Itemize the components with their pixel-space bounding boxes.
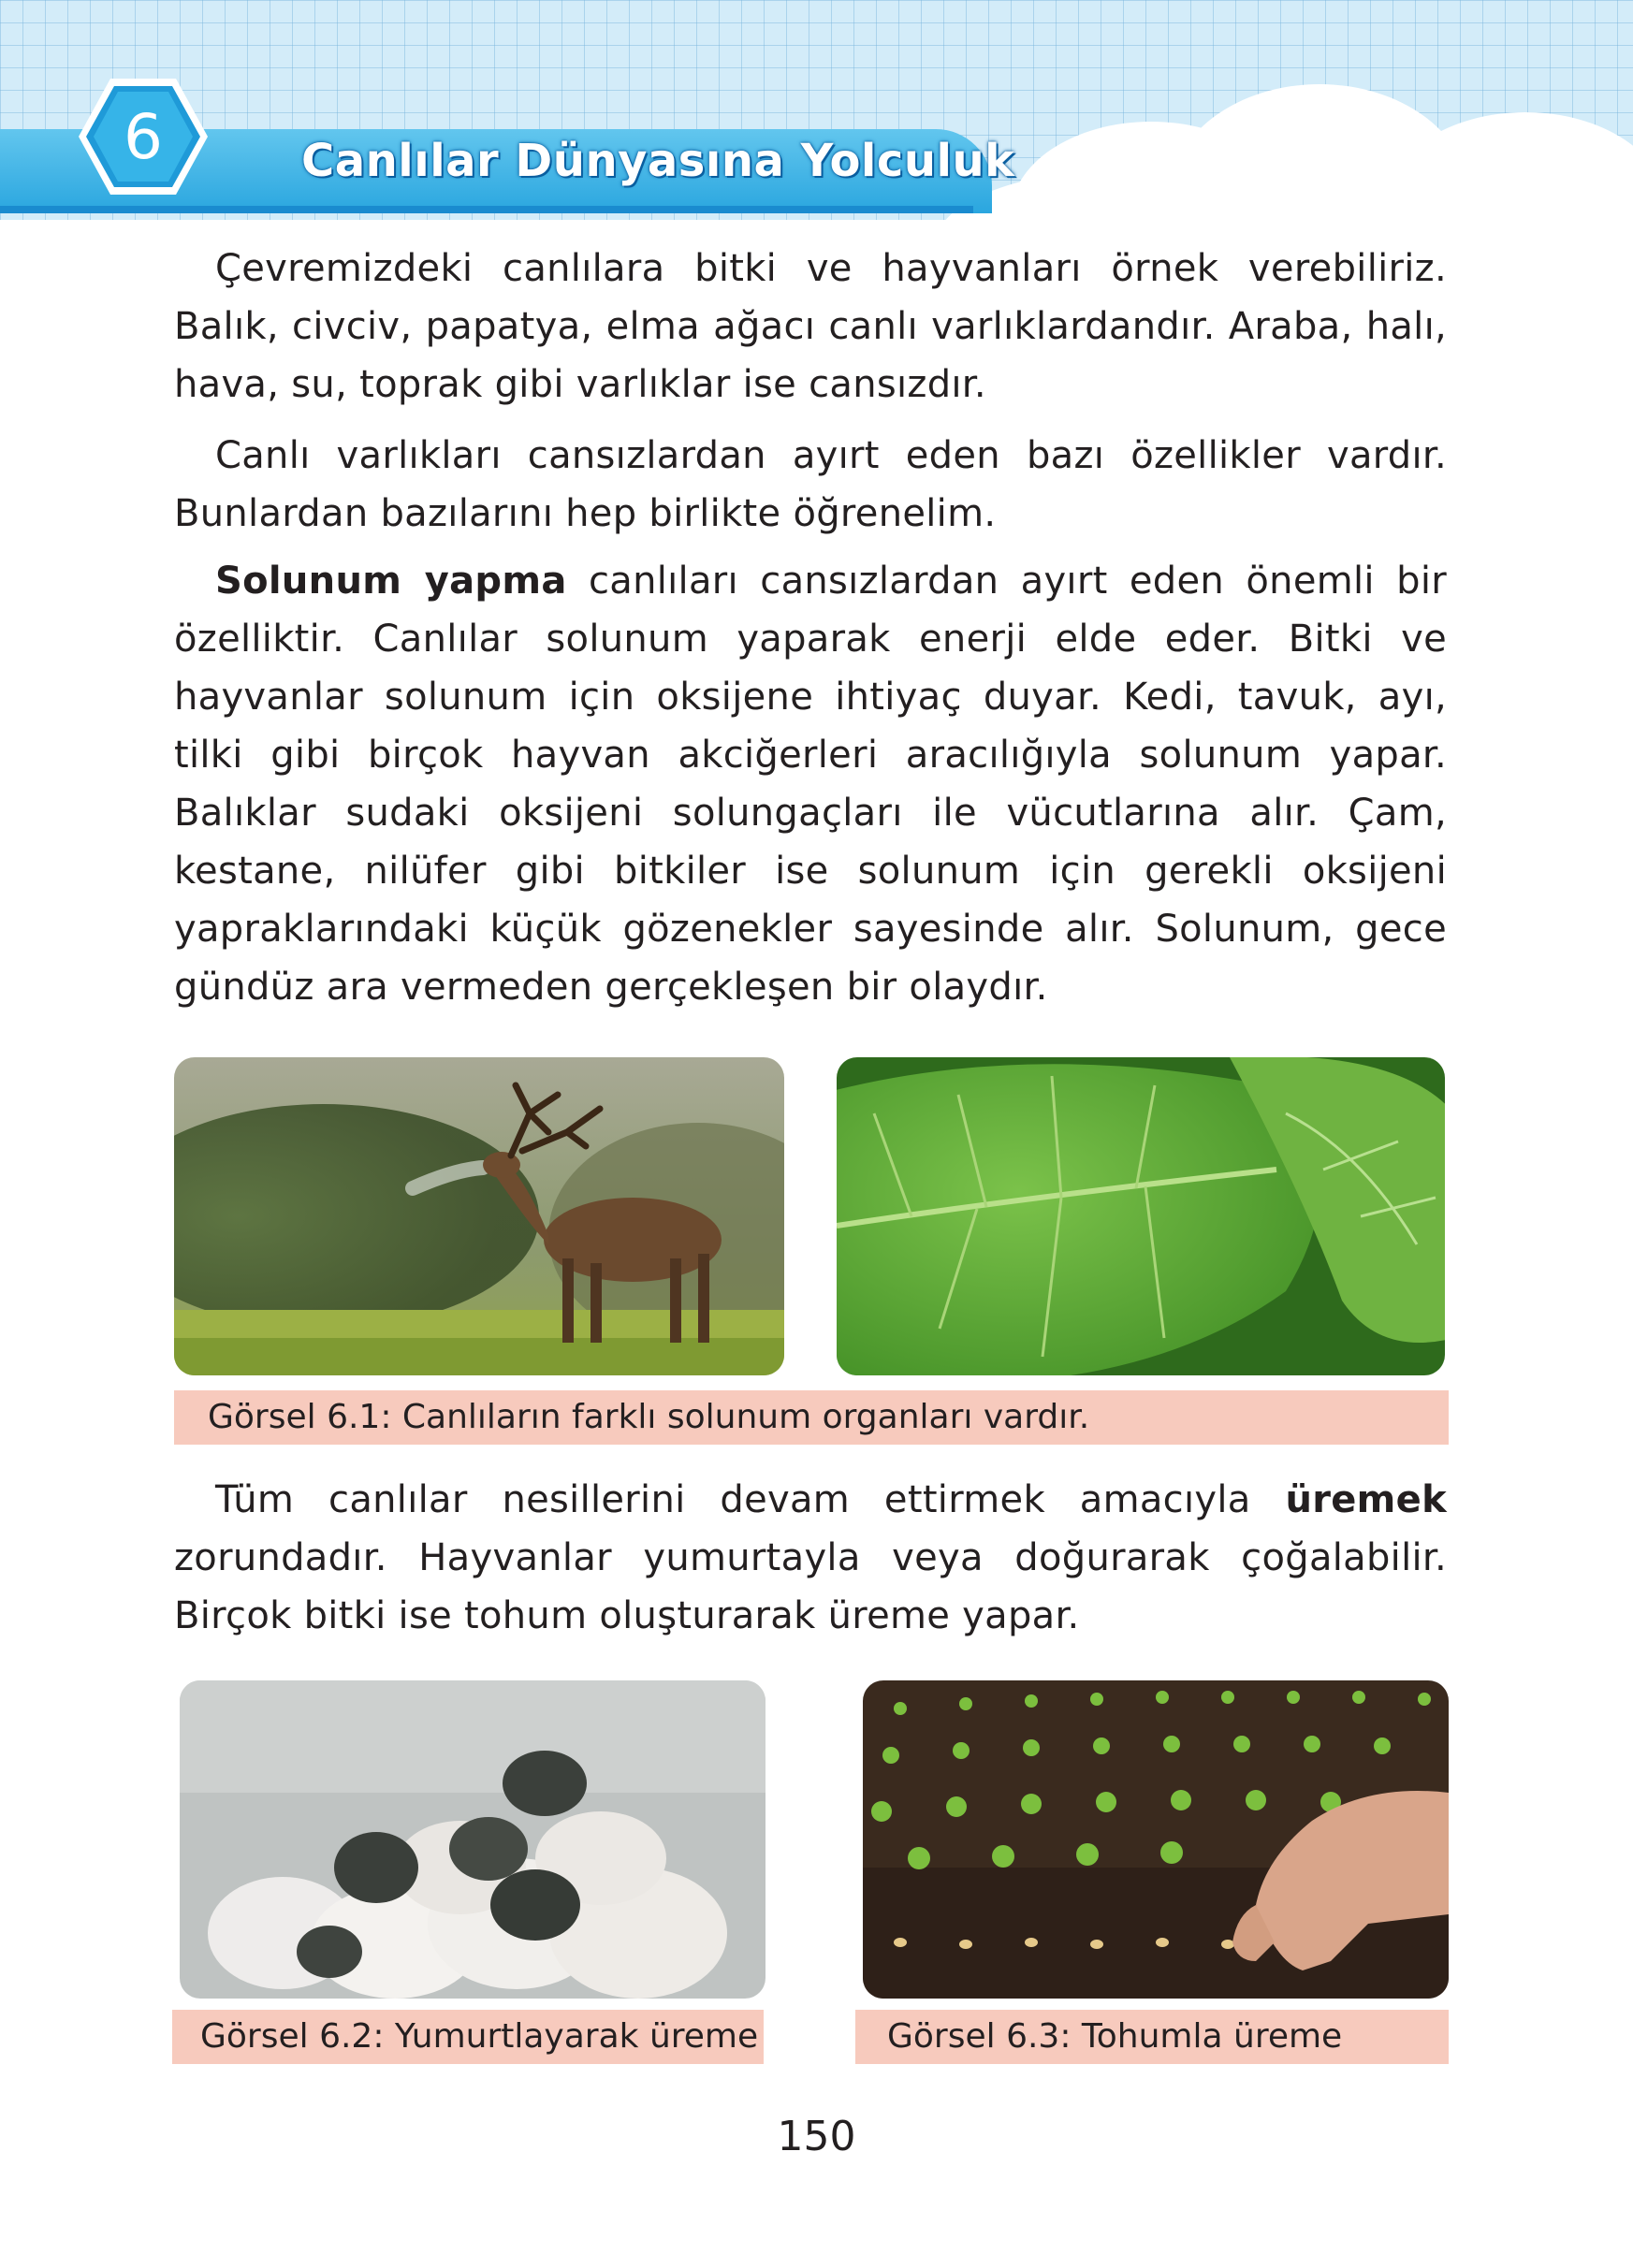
bold-term: üremek bbox=[1285, 1478, 1447, 1521]
bold-term: Solunum yapma bbox=[215, 560, 567, 603]
seedlings-photo bbox=[863, 1680, 1449, 1999]
paragraph-text: Canlı varlıkları cansızlardan ayırt eden bazı özellikler vardır. Bunlardan bazılarını hep birlikte öğrenelim. bbox=[174, 434, 1447, 535]
figure-6-2-caption bbox=[172, 2010, 764, 2064]
figure-6-1-caption bbox=[174, 1390, 1449, 1445]
caption-text: Görsel 6.3: Tohumla üreme bbox=[887, 2017, 1343, 2056]
chapter-title: Canlılar Dünyasına Yolculuk bbox=[301, 135, 1015, 187]
deer-photo bbox=[174, 1057, 784, 1375]
paragraph-intro bbox=[174, 240, 1447, 414]
paragraph-reproduction bbox=[174, 1471, 1447, 1645]
chapter-number: 6 bbox=[124, 100, 163, 173]
paragraph-features bbox=[174, 427, 1447, 543]
title-band-edge bbox=[0, 206, 973, 213]
paragraph-respiration bbox=[174, 552, 1447, 1016]
paragraph-text: Çevremizdeki canlılara bitki ve hayvanları örnek verebiliriz. Balık, civciv, papatya, elma ağacı canlı varlıklardandır. Araba, halı, hava, su, toprak gibi varlıklar ise cansızdır. bbox=[174, 247, 1447, 406]
figure-6-3-caption bbox=[855, 2010, 1449, 2064]
paragraph-text: zorundadır. Hayvanlar yumurtayla veya doğurarak çoğalabilir. Birçok bitki ise tohum oluşturarak üreme yapar. bbox=[174, 1536, 1447, 1637]
seedlings-image bbox=[863, 1680, 1449, 1999]
paragraph-text: Tüm canlılar nesillerini devam ettirmek amacıyla bbox=[215, 1478, 1286, 1521]
deer-image bbox=[174, 1057, 784, 1375]
caption-text: Görsel 6.1: Canlıların farklı solunum organları vardır. bbox=[208, 1398, 1090, 1436]
caption-text: Görsel 6.2: Yumurtlayarak üreme bbox=[200, 2017, 759, 2056]
page-number: 150 bbox=[777, 2113, 856, 2160]
turtle-hatchlings-photo bbox=[180, 1680, 765, 1999]
paragraph-text: canlıları cansızlardan ayırt eden önemli bir özelliktir. Canlılar solunum yaparak enerji elde eder. Bitki ve hayvanlar solunum için oksijene ihtiyaç duyar. Kedi, tavuk, ayı, tilki gibi birçok hayvan akciğerleri aracılığıyla solunum yapar. Balıklar sudaki oksijeni solungaçları ile vücutlarına alır. Çam, kestane, nilüfer gibi bitkiler ise solunum için gerekli oksijeni yapraklarındaki küçük gözenekler sayesinde alır. Solunum, gece gündüz ara vermeden gerçekleşen bir olaydır. bbox=[174, 560, 1447, 1009]
leaf-photo bbox=[837, 1057, 1445, 1375]
leaf-image bbox=[837, 1057, 1445, 1375]
turtle-image bbox=[180, 1680, 765, 1999]
